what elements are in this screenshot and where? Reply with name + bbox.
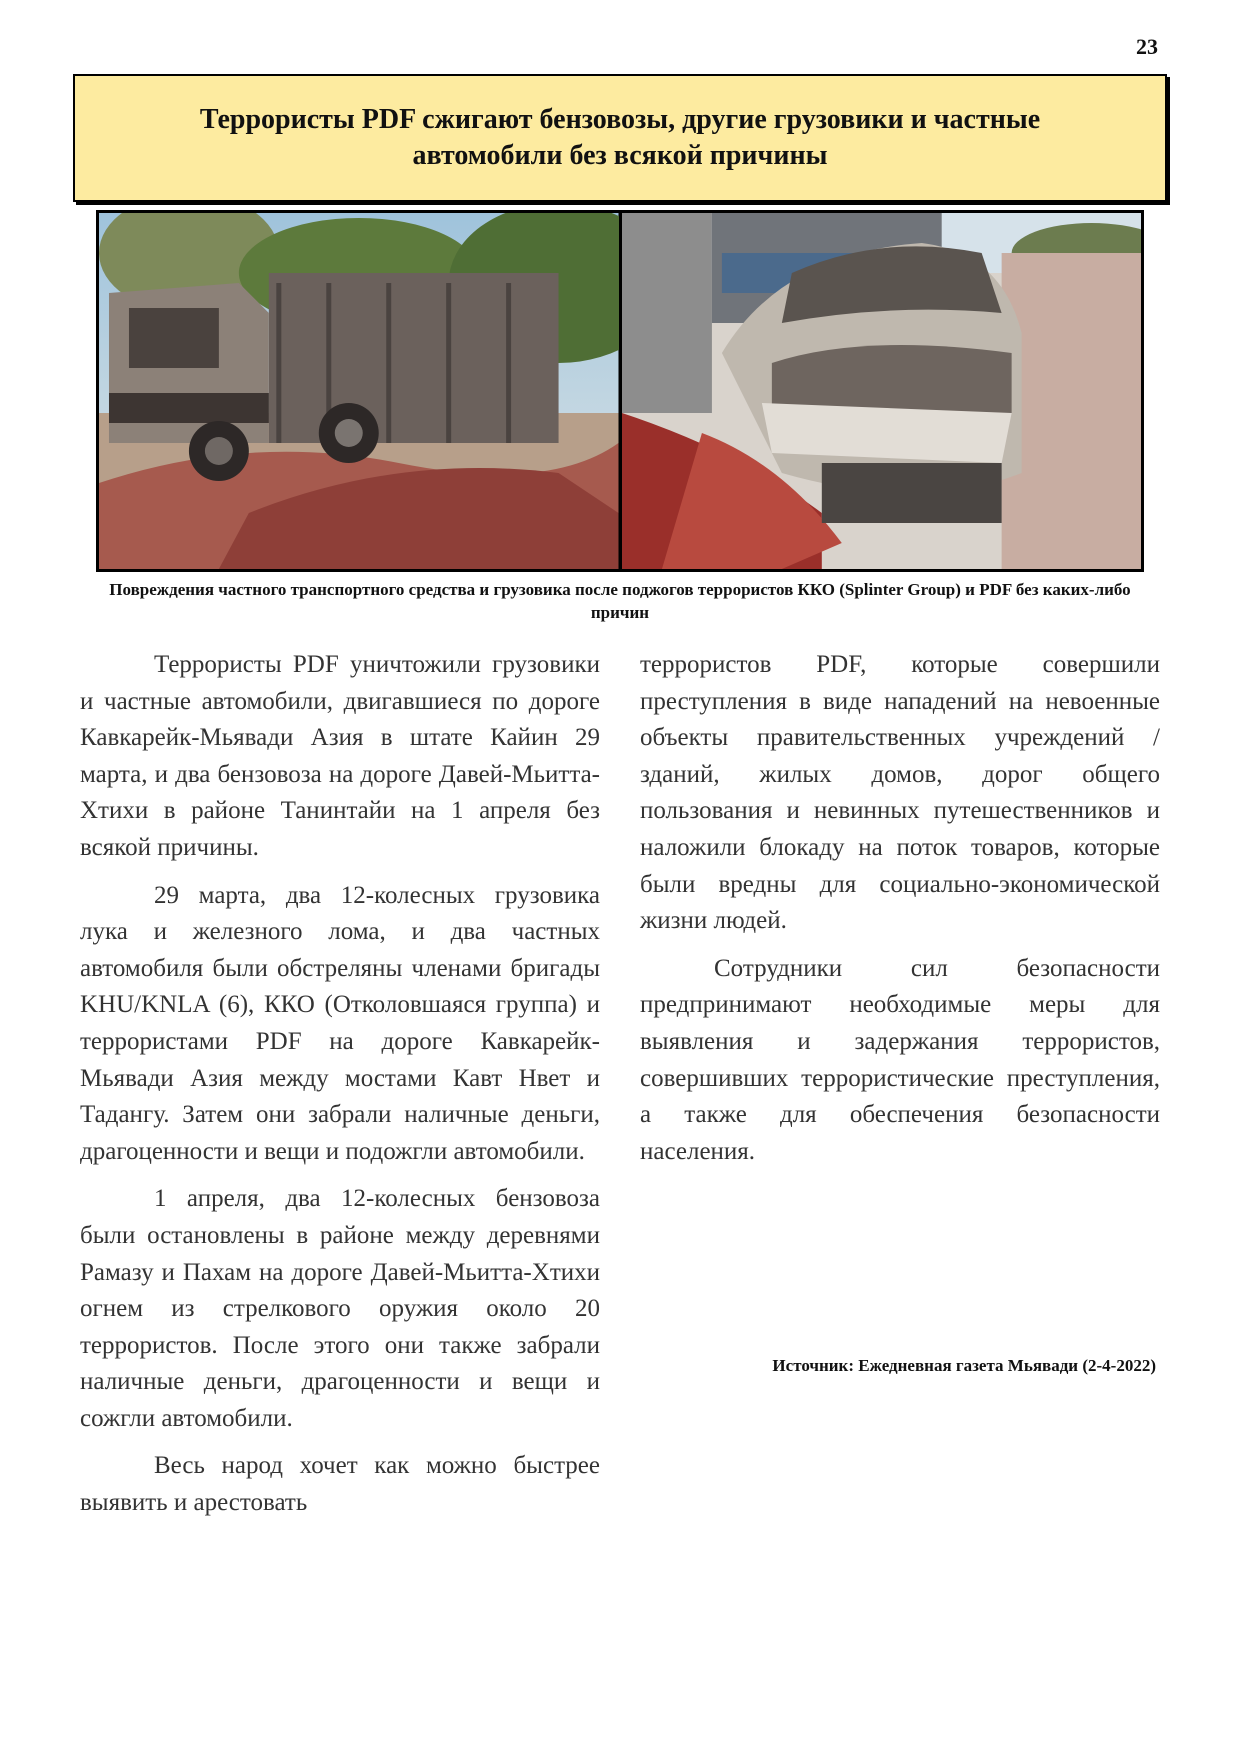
page-number: 23 (1136, 34, 1158, 59)
paragraph: 29 марта, два 12-колесных грузовика лука и железного лома, и два частных автомобиля были обстреляны членами бригады KHU/KNLA (6), ККО (Отколовшаяся группа) и террористами PDF на дороге Кавкарейк-Мьявади Азия между мостами Кавт Нвет и Тадангу. Затем они забрали наличные деньги, драгоценности и вещи и подожгли автомобили. (80, 881, 600, 1165)
source-note: Источник: Ежедневная газета Мьявади (2-4-2022) (772, 1356, 1156, 1375)
right-column (640, 647, 1160, 1181)
article-title: Террористы PDF сжигают бензовозы, другие грузовики и частные автомобили без всякой причины (199, 104, 1041, 171)
article-title-box (73, 74, 1167, 202)
paragraph: 1 апреля, два 12-колесных бензовоза были остановлены в районе между деревнями Рамазу и Пахам на дороге Давей-Мьитта-Хтихи огнем из стрелкового оружия около 20 террористов. После этого они также забрали наличные деньги, драгоценности и вещи и сожгли автомобили. (80, 1185, 600, 1432)
paragraph: террористов PDF, которые совершили преступления в виде нападений на невоенные объекты правительственных учреждений / зданий, жилых домов, дорог общего пользования и невинных путешественников и наложили блокаду на поток товаров, которые были вредны для социально-экономической жизни людей. (640, 651, 1160, 935)
photo-caption: Повреждения частного транспортного средства и грузовика после поджогов террористов ККО (Splinter Group) и PDF без каких-либо причин (109, 580, 1131, 622)
left-column (80, 647, 600, 1533)
paragraph: Сотрудники сил безопасности предпринимают необходимые меры для выявления и задержания террористов, совершивших террористические преступления, а также для обеспечения безопасности населения. (640, 954, 1160, 1165)
paragraph: Террористы PDF уничтожили грузовики и частные автомобили, двигавшиеся по дороге Кавкарейк-Мьявади Азия в штате Кайин 29 марта, и два бензовоза на дороге Давей-Мьитта-Хтихи в районе Танинтайи на 1 апреля без всякой причины. (80, 651, 600, 861)
photo-frame (96, 210, 1144, 572)
paragraph: Весь народ хочет как можно быстрее выявить и арестовать (80, 1452, 600, 1517)
photo-burned-truck (99, 213, 619, 569)
photo-burned-car (622, 213, 1142, 569)
